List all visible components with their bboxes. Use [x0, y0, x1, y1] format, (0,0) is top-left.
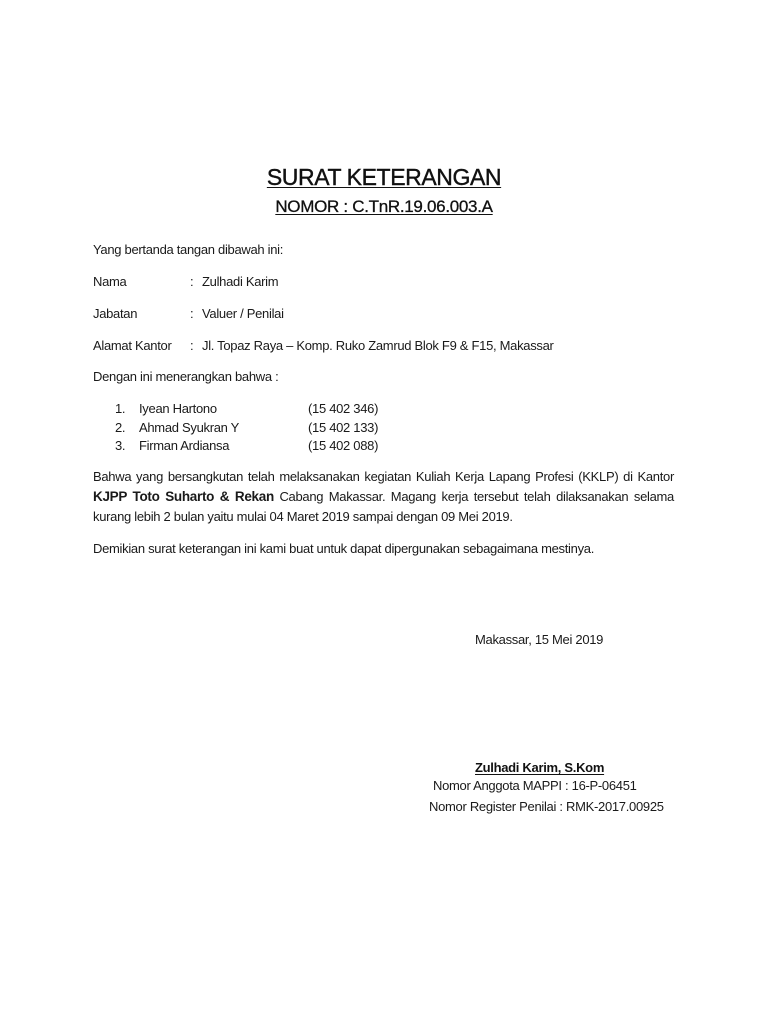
document-number: NOMOR : C.TnR.19.06.003.A: [275, 197, 493, 216]
field-value-jabatan: Valuer / Penilai: [202, 306, 284, 321]
closing-text: Demikian surat keterangan ini kami buat untuk dapat dipergunakan sebagaimana mestinya.: [93, 541, 595, 556]
company-name: KJPP Toto Suharto & Rekan: [93, 489, 274, 504]
document-title: SURAT KETERANGAN: [266, 164, 502, 190]
list-item-number: 1.: [115, 401, 126, 416]
body-paragraph: [93, 467, 674, 527]
field-label-alamat: Alamat Kantor: [93, 338, 172, 353]
register-number: Nomor Register Penilai : RMK-2017.00925: [429, 799, 664, 814]
list-item-name: Firman Ardiansa: [139, 438, 230, 453]
field-value-alamat: Jl. Topaz Raya – Komp. Ruko Zamrud Blok F9 & F15, Makassar: [202, 338, 554, 353]
intro-text: Yang bertanda tangan dibawah ini:: [93, 242, 284, 257]
field-value-nama: Zulhadi Karim: [202, 274, 279, 289]
member-number: Nomor Anggota MAPPI : 16-P-06451: [433, 778, 637, 793]
list-item-id: (15 402 133): [308, 420, 379, 435]
field-sep-alamat: :: [190, 338, 194, 353]
body-text-part2: Cabang Makassar. Magang kerja tersebut telah dilaksanakan selama kurang lebih 2 bulan yaitu mulai 04 Maret 2019 sampai dengan 09 Mei 2019.: [93, 489, 674, 524]
list-item-number: 3.: [115, 438, 126, 453]
statement-intro: Dengan ini menerangkan bahwa :: [93, 369, 279, 384]
list-item-id: (15 402 346): [308, 401, 379, 416]
field-label-jabatan: Jabatan: [93, 306, 138, 321]
list-item-name: Iyean Hartono: [139, 401, 217, 416]
list-item-id: (15 402 088): [308, 438, 379, 453]
field-sep-nama: :: [190, 274, 194, 289]
list-item-name: Ahmad Syukran Y: [139, 420, 240, 435]
place-date: Makassar, 15 Mei 2019: [475, 632, 604, 647]
field-sep-jabatan: :: [190, 306, 194, 321]
field-label-nama: Nama: [93, 274, 127, 289]
body-text-part1: Bahwa yang bersangkutan telah melaksanakan kegiatan Kuliah Kerja Lapang Profesi (KKLP) di Kantor: [93, 469, 674, 484]
signatory-name: Zulhadi Karim, S.Kom: [475, 760, 605, 775]
list-item-number: 2.: [115, 420, 126, 435]
